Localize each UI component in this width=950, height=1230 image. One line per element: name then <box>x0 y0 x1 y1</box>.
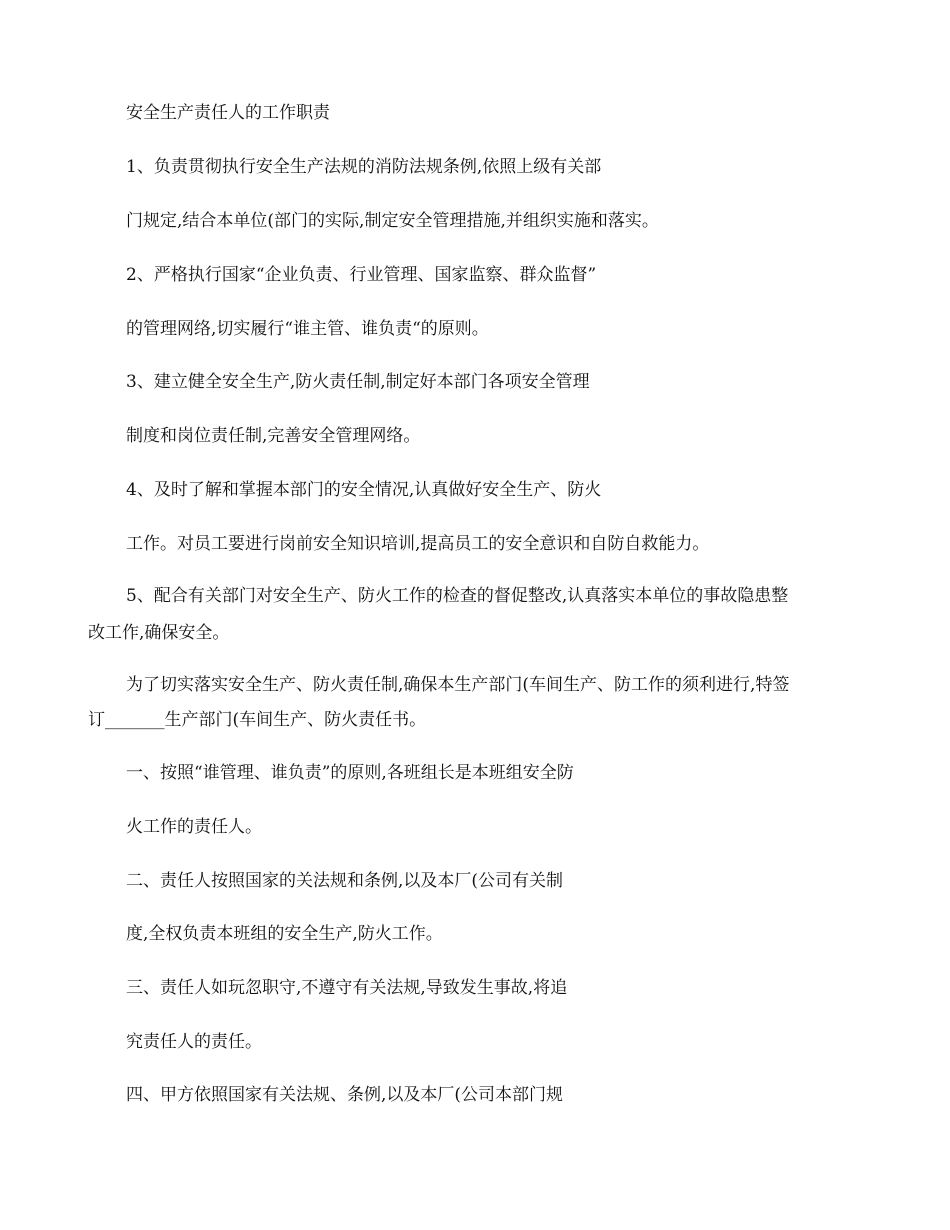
text-line: 1、负责贯彻执行安全生产法规的消防法规条例,依照上级有关部 <box>126 157 602 177</box>
text-line: 究责任人的责任。 <box>126 1032 262 1052</box>
text-line: 三、责任人如玩忽职守,不遵守有关法规,导致发生事故,将追 <box>126 978 568 998</box>
text-line: 的管理网络,切实履行“谁主管、谁负责“的原则。 <box>126 319 489 339</box>
text-line: 火工作的责任人。 <box>126 817 262 837</box>
text-line: 4、及时了解和掌握本部门的安全情况,认真做好安全生产、防火 <box>126 480 602 500</box>
text-line: 改工作,确保安全。 <box>88 623 230 643</box>
text-line: 一、按照“谁管理、谁负责”的原则,各班组长是本班组安全防 <box>126 763 574 783</box>
text-line: 2、严格执行国家“企业负责、行业管理、国家监察、群众监督” <box>126 265 597 285</box>
text-line: 订_______生产部门(车间生产、防火责任书。 <box>88 710 427 730</box>
text-line: 为了切实落实安全生产、防火责任制,确保本生产部门(车间生产、防工作的须利进行,特签 <box>126 675 790 695</box>
text-line: 制度和岗位责任制,完善安全管理网络。 <box>126 426 421 446</box>
text-line: 5、配合有关部门对安全生产、防火工作的检查的督促整改,认真落实本单位的事故隐患整 <box>126 586 789 606</box>
text-line: 工作。对员工要进行岗前安全知识培训,提高员工的安全意识和自防自救能力。 <box>126 534 710 554</box>
text-line: 3、建立健全安全生产,防火责任制,制定好本部门各项安全管理 <box>126 372 590 392</box>
text-line: 度,全权负责本班组的安全生产,防火工作。 <box>126 924 443 944</box>
text-line: 四、甲方依照国家有关法规、条例,以及本厂(公司本部门规 <box>126 1085 564 1105</box>
text-line: 门规定,结合本单位(部门的实际,制定安全管理措施,并组织实施和落实。 <box>126 211 659 231</box>
text-line: 二、责任人按照国家的关法规和条例,以及本厂(公司有关制 <box>126 871 564 891</box>
document-title: 安全生产责任人的工作职责 <box>126 103 330 123</box>
